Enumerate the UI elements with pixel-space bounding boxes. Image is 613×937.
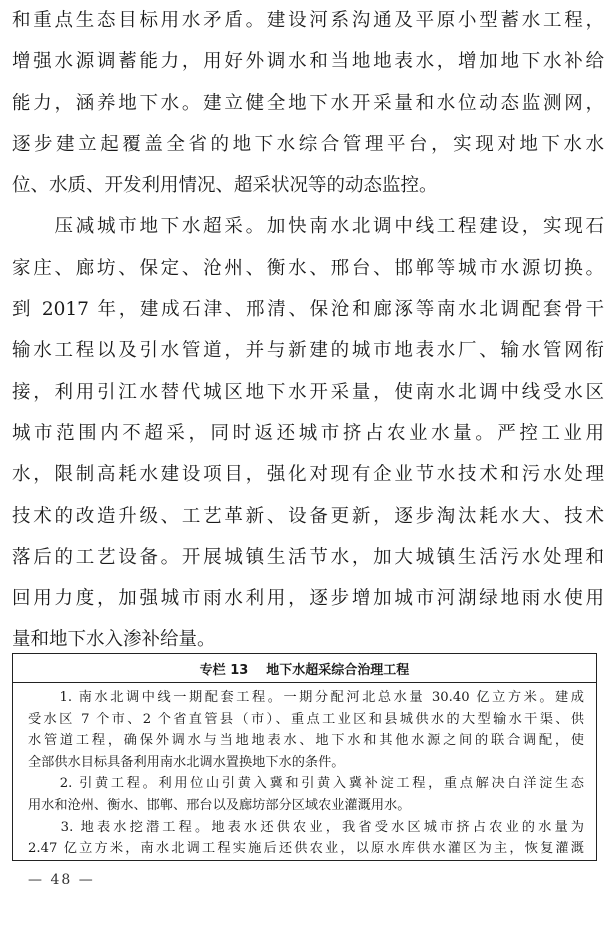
body-line-2: 增强水源调蓄能力，用好外调水和当地地表水，增加地下水补给 xyxy=(12,51,604,73)
box-content xyxy=(13,683,596,860)
box-line-8: 2.47 亿立方米，南水北调工程实施后还供农业，以原水库供水灌区为主，恢复灌溉 xyxy=(28,841,584,857)
body-line-14: 落后的工艺设备。开展城镇生活节水，加大城镇生活污水处理和 xyxy=(12,546,604,568)
box-line-4: 全部供水目标具备利用南水北调水置换地下水的条件。 xyxy=(28,754,345,770)
box-line-1: 1. 南水北调中线一期配套工程。一期分配河北总水量 30.40 亿立方米。建成 xyxy=(28,690,584,705)
body-line-7: 家庄、廊坊、保定、沧州、衡水、邢台、邯郸等城市水源切换。 xyxy=(12,257,604,279)
box-line-2: 受水区 7 个市、2 个省直管县（市）、重点工业区和县城供水的大型输水干渠、供 xyxy=(28,711,584,727)
body-line-1: 和重点生态目标用水矛盾。建设河系沟通及平原小型蓄水工程， xyxy=(12,10,604,31)
box-line-7: 3. 地表水挖潜工程。地表水还供农业，我省受水区城市挤占农业的水量为 xyxy=(28,819,584,835)
body-line-11: 城市范围内不超采，同时返还城市挤占农业水量。严控工业用 xyxy=(12,422,604,444)
body-line-13: 技术的改造升级、工艺革新、设备更新，逐步淘汰耗水大、技术 xyxy=(12,505,604,527)
page-number: — 48 — xyxy=(28,872,95,888)
body-line-5: 位、水质、开发利用情况、超采状况等的动态监控。 xyxy=(12,175,438,197)
box-label: 专栏 13 xyxy=(199,662,249,678)
box-title: 地下水超采综合治理工程 xyxy=(266,662,410,678)
body-line-3: 能力，涵养地下水。建立健全地下水开采量和水位动态监测网， xyxy=(12,92,604,114)
box-line-6: 用水和沧州、衡水、邯郸、邢台以及廊坊部分区域农业灌溉用水。 xyxy=(28,797,411,813)
body-line-10: 接，利用引江水替代城区地下水开采量，使南水北调中线受水区 xyxy=(12,381,604,403)
body-line-6: 压减城市地下水超采。加快南水北调中线工程建设，实现石 xyxy=(12,216,604,238)
body-line-12: 水，限制高耗水建设项目，强化对现有企业节水技术和污水处理 xyxy=(12,464,604,486)
body-line-8: 到 2017 年，建成石津、邢清、保沧和廊涿等南水北调配套骨干 xyxy=(12,299,604,321)
body-line-15: 回用力度，加强城市雨水利用，逐步增加城市河湖绿地雨水使用 xyxy=(12,588,604,610)
box-header xyxy=(13,654,596,683)
column-box xyxy=(12,653,597,861)
body-line-16: 量和地下水入渗补给量。 xyxy=(12,629,216,651)
body-line-9: 输水工程以及引水管道，并与新建的城市地表水厂、输水管网衔 xyxy=(12,340,604,362)
box-line-3: 水管道工程，确保外调水与当地地表水、地下水和其他水源之间的联合调配，使 xyxy=(28,733,584,749)
main-text xyxy=(12,0,604,661)
box-line-5: 2. 引黄工程。利用位山引黄入冀和引黄入冀补淀工程，重点解决白洋淀生态 xyxy=(28,776,584,792)
body-line-4: 逐步建立起覆盖全省的地下水综合管理平台，实现对地下水水 xyxy=(12,133,604,155)
